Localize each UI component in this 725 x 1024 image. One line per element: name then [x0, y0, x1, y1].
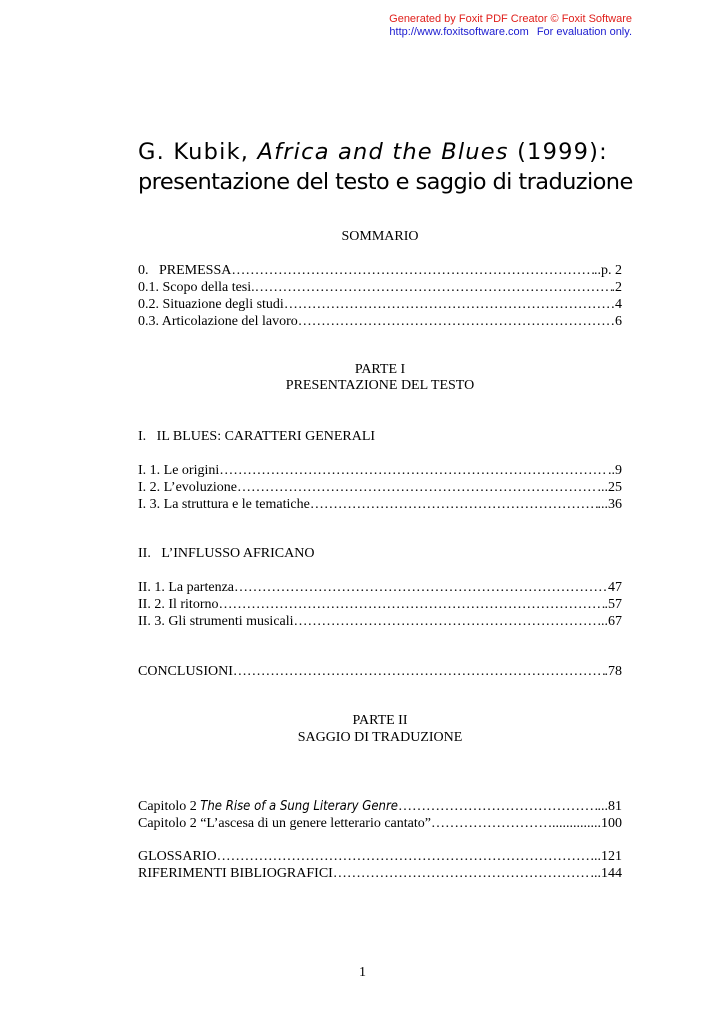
toc-entry-label: II. 3. Gli strumenti musicali — [138, 614, 294, 629]
toc-entry-page: .57 — [604, 597, 622, 612]
toc-entry-capitolo-2-english — [138, 798, 622, 815]
toc-entry-premessa — [138, 262, 622, 279]
chapter-2-heading: II. L’INFLUSSO AFRICANO — [138, 546, 315, 561]
toc-entry-page: ...121 — [590, 849, 622, 864]
toc-entry-page: ...81 — [597, 799, 622, 814]
toc-entry-label: RIFERIMENTI BIBLIOGRAFICI — [138, 866, 333, 881]
toc-entry-page: .2 — [611, 280, 622, 295]
toc-entry-label: I. 1. Le origini — [138, 463, 220, 478]
toc-entry-origini — [138, 462, 622, 479]
toc-entry-riferimenti — [138, 865, 622, 882]
toc-entry-scopo — [138, 279, 622, 296]
toc-entry-page: 47 — [608, 580, 622, 595]
toc-entry-ritorno — [138, 596, 622, 613]
title-work: Africa and the Blues — [257, 139, 509, 165]
toc-entry-page: .78 — [604, 664, 622, 679]
toc-entry-label: Capitolo 2 “L’ascesa di un genere letterario cantato” — [138, 816, 431, 831]
document-title — [138, 137, 658, 197]
toc-entry-label: II. 2. Il ritorno — [138, 597, 219, 612]
toc-entry-page: ..............100 — [552, 816, 622, 831]
page-number: 1 — [359, 965, 366, 980]
toc-entry-page: ...25 — [597, 480, 622, 495]
title-year: (1999): — [517, 139, 608, 165]
toc-entry-page: ...67 — [597, 614, 622, 629]
toc-entry-page: ..p. 2 — [594, 263, 622, 278]
toc-entry-page: 6 — [615, 314, 622, 329]
toc-entry-label: Capitolo 2 — [138, 799, 201, 814]
toc-entry-label: CONCLUSIONI — [138, 664, 233, 679]
toc-entry-italic-title: The Rise of a Sung Literary Genre — [200, 799, 398, 814]
toc-entry-page: ...36 — [597, 497, 622, 512]
sommario-heading: SOMMARIO — [341, 229, 419, 244]
toc-entry-label: I. 2. L’evoluzione — [138, 480, 238, 495]
chapter-1-heading: I. IL BLUES: CARATTERI GENERALI — [138, 429, 376, 444]
toc-entry-label: 0. PREMESSA — [138, 263, 232, 278]
title-subtitle: presentazione del testo e saggio di traduzione — [138, 169, 633, 195]
toc-entry-evoluzione — [138, 479, 622, 496]
toc-entry-conclusioni — [138, 663, 622, 680]
watermark-url-link[interactable]: http://www.foxitsoftware.com — [389, 26, 529, 38]
toc-entry-page: ...144 — [590, 866, 622, 881]
toc-entry-label: II. 1. La partenza — [138, 580, 234, 595]
parte-1-title: PRESENTAZIONE DEL TESTO — [285, 378, 475, 393]
parte-2-label: PARTE II — [352, 713, 408, 728]
parte-1-label: PARTE I — [354, 362, 406, 377]
toc-entry-situazione — [138, 296, 622, 313]
toc-entry-label: GLOSSARIO — [138, 849, 217, 864]
title-author: G. Kubik, — [138, 139, 250, 165]
toc-entry-articolazione — [138, 313, 622, 330]
toc-entry-struttura — [138, 496, 622, 513]
foxit-watermark — [389, 13, 632, 39]
toc-entry-strumenti — [138, 613, 622, 630]
toc-entry-label: I. 3. La struttura e le tematiche — [138, 497, 310, 512]
toc-entry-label: 0.1. Scopo della tesi. — [138, 280, 255, 295]
watermark-url-line — [389, 26, 632, 39]
parte-2-title: SAGGIO DI TRADUZIONE — [297, 730, 463, 745]
toc-entry-page: ..9 — [608, 463, 622, 478]
toc-entry-glossario — [138, 848, 622, 865]
toc-entry-label: 0.3. Articolazione del lavoro — [138, 314, 298, 329]
toc-entry-page: 4 — [615, 297, 622, 312]
watermark-evaluation-note: For evaluation only. — [536, 26, 632, 38]
toc-entry-capitolo-2-italian — [138, 815, 622, 832]
toc-entry-partenza — [138, 579, 622, 596]
watermark-creator-text: Generated by Foxit PDF Creator © Foxit Software — [389, 13, 632, 25]
toc-entry-label: 0.2. Situazione degli studi — [138, 297, 284, 312]
